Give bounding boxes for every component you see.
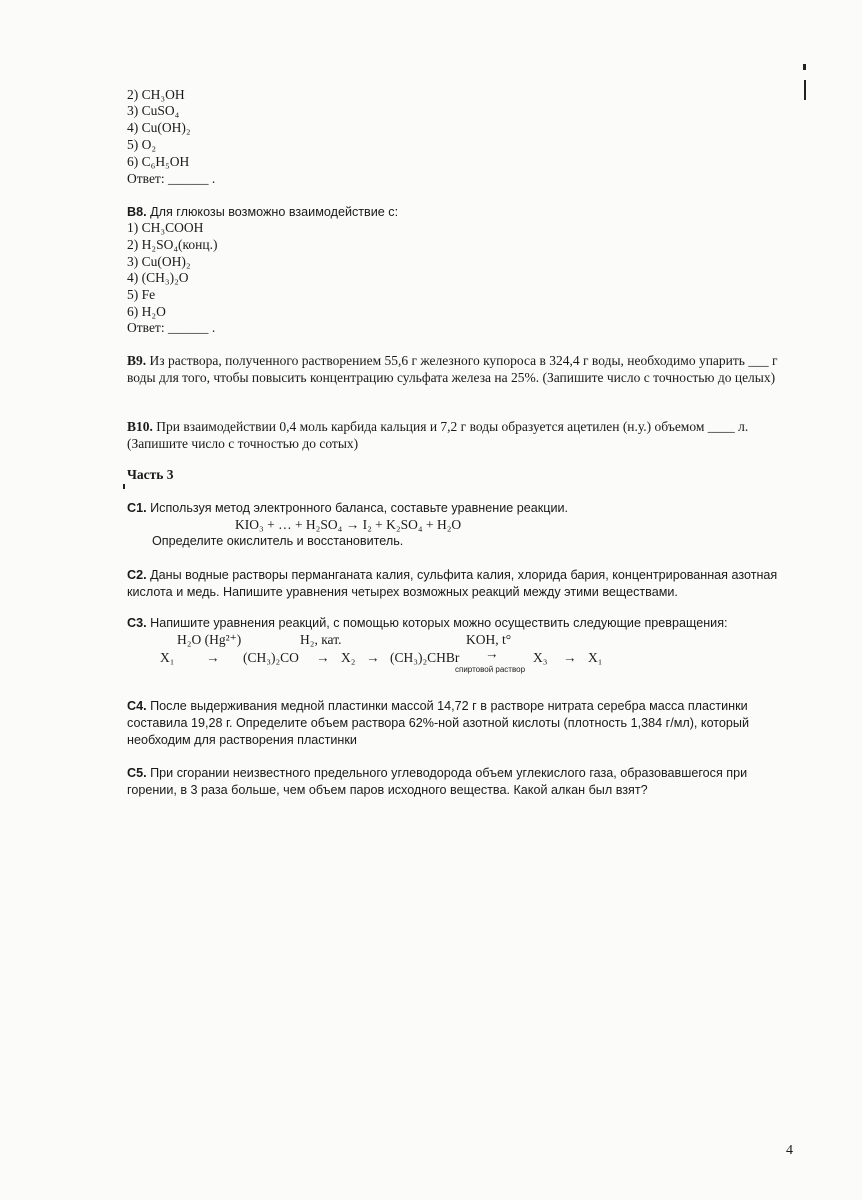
question-label: С5. (127, 766, 147, 780)
scheme-bromide: (CH₃)₂CHBr (390, 650, 460, 665)
solvent-label: спиртовой раствор (455, 665, 526, 674)
answer-line: Ответ: ______ . (127, 171, 216, 186)
question-c2 (127, 567, 797, 601)
question-label: В9. (127, 353, 147, 368)
condition-2: H₂, кат. (300, 632, 342, 647)
arrow: → (366, 650, 380, 665)
arrow: → (485, 646, 499, 661)
option-item: 2) H₂SO₄(конц.) (127, 237, 218, 252)
reaction-equation: KIO₃ + … + H₂SO₄ → I₂ + K₂SO₄ + H₂O (235, 517, 462, 532)
scan-mark (804, 80, 806, 100)
option-item: 5) Fe (127, 287, 156, 302)
question-text: Даны водные растворы перманганата калия, сульфита калия, хлорида бария, концентрированная азотная кислота и медь. Напишите уравнения четырех возможных реакций между этими веществами. (127, 568, 778, 599)
question-label: В10. (127, 419, 153, 434)
option-item: 4) (CH₃)₂O (127, 270, 189, 285)
question-text: При взаимодействии 0,4 моль карбида кальция и 7,2 г воды образуется ацетилен (н.у.) объемом ____ л. (Запишите число с точностью до сотых) (127, 419, 749, 451)
scheme-x2: X₂ (341, 650, 356, 665)
question-b9 (127, 352, 797, 386)
question-c4 (127, 698, 797, 749)
scheme-x3: X₃ (533, 650, 548, 665)
question-text: Из раствора, полученного растворением 55,6 г железного купороса в 324,4 г воды, необходимо упарить ___ г воды для того, чтобы повысить концентрацию сульфата железа на 25%. (Запишите число с точностью до целых) (127, 353, 778, 385)
question-b10 (127, 418, 797, 452)
question-label: С4. (127, 699, 147, 713)
arrow: → (206, 650, 220, 665)
condition-3: KOH, t° (466, 632, 512, 647)
question-label: С3. (127, 616, 147, 630)
arrow: → (316, 650, 330, 665)
question-text: Используя метод электронного баланса, составьте уравнение реакции. (150, 501, 569, 515)
part-title: Часть 3 (127, 467, 174, 482)
question-text: Для глюкозы возможно взаимодействие с: (150, 205, 399, 219)
question-text: При сгорании неизвестного предельного углеводорода объем углекислого газа, образовавшегося при горении, в 3 раза больше, чем объем паров исходного вещества. Какой алкан был взят? (127, 766, 748, 797)
arrow: → (563, 650, 577, 665)
option-item: 3) CuSO₄ (127, 103, 180, 118)
condition-1: H₂O (Hg²⁺) (177, 632, 242, 647)
question-text: После выдерживания медной пластинки массой 14,72 г в растворе нитрата серебра масса пластинки составила 19,28 г. Определите объем раствора 62%-ной азотной кислоты (плотность 1,384 г/мл), который необходим для растворения пластинки (127, 699, 750, 747)
option-item: 1) CH₃COOH (127, 220, 204, 235)
question-label: С2. (127, 568, 147, 582)
question-label: С1. (127, 501, 147, 515)
answer-line: Ответ: ______ . (127, 320, 216, 335)
question-b8 (127, 204, 398, 220)
page-number: 4 (786, 1143, 793, 1158)
option-item: 2) CH₃OH (127, 87, 185, 102)
question-text: Напишите уравнения реакций, с помощью которых можно осуществить следующие превращения: (150, 616, 728, 630)
scan-mark (123, 484, 125, 489)
scan-mark (803, 64, 806, 70)
option-item: 5) O₂ (127, 137, 157, 152)
option-item: 4) Cu(OH)₂ (127, 120, 191, 135)
scheme-x1: X₁ (160, 650, 175, 665)
task-text: Определите окислитель и восстановитель. (152, 534, 404, 548)
question-label: В8. (127, 205, 147, 219)
scheme-x1-end: X₁ (588, 650, 603, 665)
question-c5 (127, 765, 797, 799)
option-item: 3) Cu(OH)₂ (127, 254, 191, 269)
option-item: 6) H₂O (127, 304, 166, 319)
question-c1 (127, 500, 568, 516)
question-c3 (127, 615, 728, 631)
scheme-acetone: (CH₃)₂CO (243, 650, 299, 665)
option-item: 6) C₆H₅OH (127, 154, 190, 169)
